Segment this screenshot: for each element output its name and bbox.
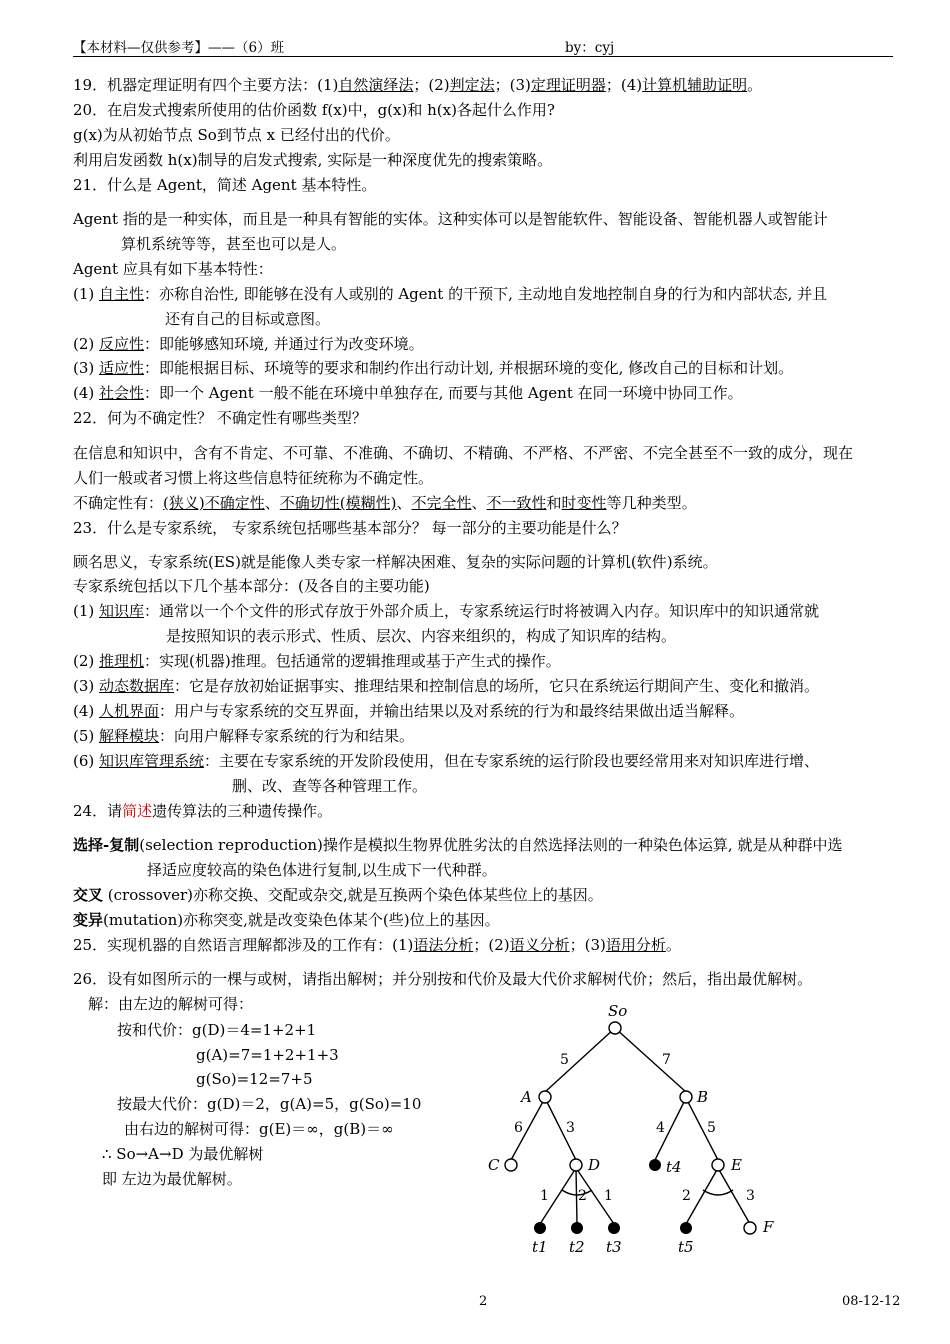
- q22-question: 22．何为不确定性？ 不确定性有哪些类型？: [73, 409, 367, 427]
- q24-mutation: 变异(mutation)亦称突变,就是改变染色体某个(些)位上的基因。: [73, 911, 500, 929]
- q23-item-6-cont: 删、改、查等各种管理工作。: [232, 777, 428, 795]
- node-D: [570, 1159, 582, 1171]
- q23-item-3: (3) 动态数据库：它是存放初始证据事实、推理结果和控制信息的场所，它只在系统运行期间产生、变化和撤消。: [73, 677, 820, 695]
- q20-question: 20．在启发式搜索所使用的估价函数 f(x)中，g(x)和 h(x)各起什么作用?: [73, 101, 555, 119]
- node-t1: [534, 1222, 546, 1234]
- and-or-tree-diagram: [480, 995, 790, 1260]
- q20-answer-2: 利用启发函数 h(x)制导的启发式搜索, 实际是一种深度优先的搜索策略。: [73, 151, 553, 169]
- q26-sum-cost-D: 按和代价：g(D)＝4=1+2+1: [117, 1021, 317, 1039]
- label-t1: t1: [532, 1238, 548, 1256]
- label-C: C: [488, 1156, 500, 1174]
- label-F: F: [763, 1218, 774, 1236]
- node-t5: [680, 1222, 692, 1234]
- node-t4: [649, 1159, 661, 1171]
- q24-crossover: 交叉 (crossover)亦称交换、交配或杂交,就是互换两个染色体某些位上的基因。: [73, 886, 603, 904]
- node-F: [744, 1222, 756, 1234]
- cost-So-B: 7: [662, 1052, 671, 1068]
- header-right: by：cyj: [565, 40, 615, 56]
- cost-B-E: 5: [707, 1120, 716, 1136]
- q21-item-3: (3) 适应性：即能根据目标、环境等的要求和制约作出行动计划, 并根据环境的变化, 修改自己的目标和计划。: [73, 359, 794, 377]
- q23-item-5: (5) 解释模块：向用户解释专家系统的行为和结果。: [73, 727, 415, 745]
- q25: 25．实现机器的自然语言理解都涉及的工作有：(1)语法分析；(2)语义分析；(3)语用分析。: [73, 936, 681, 954]
- q24-selection: 选择-复制(selection reproduction)操作是模拟生物界优胜劣汰的自然选择法则的一种染色体运算, 就是从种群中选: [73, 836, 843, 854]
- q23-answer-2: 专家系统包括以下几个基本部分：(及各自的主要功能): [73, 577, 430, 595]
- q21-item-1-cont: 还有自己的目标或意图。: [165, 310, 331, 328]
- q26-sum-cost-So: g(So)=12=7+5: [196, 1070, 313, 1088]
- cost-E-F: 3: [746, 1188, 755, 1204]
- node-B: [680, 1091, 692, 1103]
- q24-selection-cont: 择适应度较高的染色体进行复制,以生成下一代种群。: [147, 861, 497, 879]
- q21-item-2: (2) 反应性：即能够感知环境, 并通过行为改变环境。: [73, 335, 424, 353]
- q21-question: 21．什么是 Agent，简述 Agent 基本特性。: [73, 176, 377, 194]
- q22-types: 不确定性有：(狭义)不确定性、不确切性(模糊性)、不完全性、不一致性和时变性等几种类型。: [73, 494, 697, 512]
- label-A: A: [521, 1088, 532, 1106]
- label-D: D: [588, 1156, 601, 1174]
- q20-answer-1: g(x)为从初始节点 So到节点 x 已经付出的代价。: [73, 126, 400, 144]
- cost-D-t3: 1: [604, 1188, 613, 1204]
- q26-max-cost: 按最大代价：g(D)＝2，g(A)=5，g(So)=10: [117, 1095, 422, 1113]
- node-t2: [571, 1222, 583, 1234]
- cost-D-t1: 1: [540, 1188, 549, 1204]
- cost-B-t4: 4: [656, 1120, 665, 1136]
- label-t4: t4: [666, 1158, 682, 1176]
- q23-answer-1: 顾名思义，专家系统(ES)就是能像人类专家一样解决困难、复杂的实际问题的计算机(软件)系统。: [73, 553, 718, 571]
- q19: 19．机器定理证明有四个主要方法：(1)自然演绎法；(2)判定法；(3)定理证明器；(4)计算机辅助证明。: [73, 76, 763, 94]
- cost-So-A: 5: [560, 1052, 569, 1068]
- node-So: [609, 1022, 621, 1034]
- label-t3: t3: [606, 1238, 622, 1256]
- q21-p1-cont: 算机系统等等，甚至也可以是人。: [121, 235, 347, 253]
- label-So: So: [608, 1002, 628, 1020]
- q23-question: 23．什么是专家系统， 专家系统包括哪些基本部分？ 每一部分的主要功能是什么？: [73, 519, 627, 537]
- q21-p2: Agent 应具有如下基本特性：: [73, 260, 273, 278]
- q26-right-tree: 由右边的解树可得：g(E)＝∞，g(B)＝∞: [124, 1120, 394, 1138]
- q22-answer-2: 人们一般或者习惯上将这些信息特征统称为不确定性。: [73, 469, 434, 487]
- cost-E-t5: 2: [682, 1188, 691, 1204]
- node-E: [712, 1159, 724, 1171]
- q23-item-2: (2) 推理机：实现(机器)推理。包括通常的逻辑推理或基于产生式的操作。: [73, 652, 561, 670]
- header-left: 【本材料—仅供参考】——（6）班: [73, 40, 285, 56]
- q26-question: 26．设有如图所示的一棵与或树，请指出解树；并分别按和代价及最大代价求解树代价；然后，指出最优解树。: [73, 970, 813, 988]
- node-t3: [608, 1222, 620, 1234]
- q22-answer-1: 在信息和知识中，含有不肯定、不可靠、不准确、不确切、不精确、不严格、不严密、不完全甚至不一致的成分，现在: [73, 444, 854, 462]
- q26-solution-intro: 解：由左边的解树可得：: [88, 995, 254, 1013]
- q21-item-4: (4) 社会性：即一个 Agent 一般不能在环境中单独存在, 而要与其他 Agent 在同一环境中协同工作。: [73, 384, 743, 402]
- label-t2: t2: [569, 1238, 585, 1256]
- q23-item-1-cont: 是按照知识的表示形式、性质、层次、内容来组织的，构成了知识库的结构。: [166, 627, 677, 645]
- node-A: [539, 1091, 551, 1103]
- q21-item-1: (1) 自主性：亦称自治性, 即能够在没有人或别的 Agent 的干预下, 主动地自发地控制自身的行为和内部状态, 并且: [73, 285, 828, 303]
- cost-A-D: 3: [566, 1120, 575, 1136]
- q23-item-1: (1) 知识库：通常以一个个文件的形式存放于外部介质上，专家系统运行时将被调入内存。知识库中的知识通常就: [73, 602, 820, 620]
- q26-conclusion: 即 左边为最优解树。: [102, 1170, 242, 1188]
- label-E: E: [731, 1156, 742, 1174]
- cost-D-t2: 2: [578, 1188, 587, 1204]
- cost-A-C: 6: [514, 1120, 523, 1136]
- footer-date: 08-12-12: [842, 1294, 901, 1309]
- q23-item-4: (4) 人机界面：用户与专家系统的交互界面，并输出结果以及对系统的行为和最终结果做出适当解释。: [73, 702, 745, 720]
- node-C: [505, 1159, 517, 1171]
- q26-optimal: ∴ So→A→D 为最优解树: [102, 1145, 264, 1163]
- q24-question: 24．请简述遗传算法的三种遗传操作。: [73, 802, 333, 820]
- label-B: B: [697, 1088, 709, 1106]
- label-t5: t5: [678, 1238, 694, 1256]
- page-header: [73, 36, 893, 57]
- q26-sum-cost-A: g(A)=7=1+2+1+3: [196, 1046, 339, 1064]
- q21-p1: Agent 指的是一种实体，而且是一种具有智能的实体。这种实体可以是智能软件、智能设备、智能机器人或智能计: [73, 210, 828, 228]
- q23-item-6: (6) 知识库管理系统：主要在专家系统的开发阶段使用，但在专家系统的运行阶段也要经常用来对知识库进行增、: [73, 752, 820, 770]
- page-number: 2: [479, 1294, 488, 1309]
